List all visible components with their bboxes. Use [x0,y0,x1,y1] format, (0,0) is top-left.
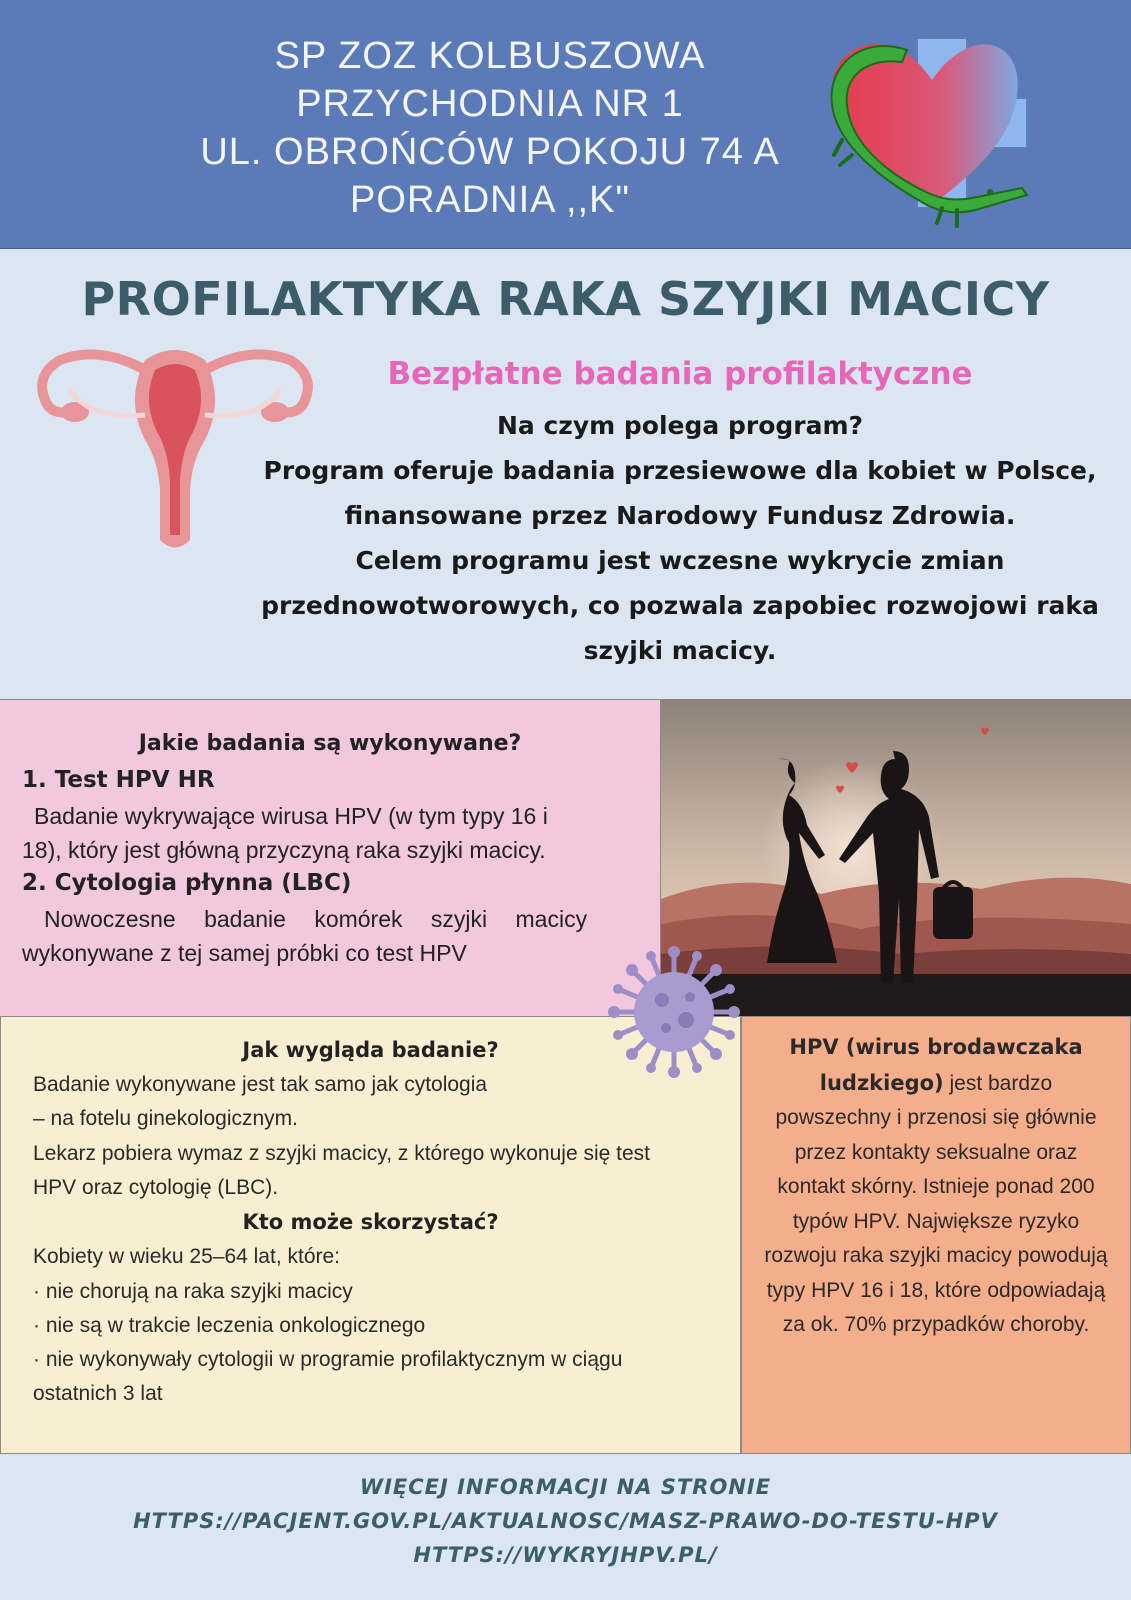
clinic-address: UL. OBROŃCÓW POKOJU 74 A [200,131,780,173]
procedure-heading: Jak wygląda badanie? [242,1038,499,1062]
test-hpv-title: 1. Test HPV HR [22,767,215,793]
procedure-line: HPV oraz cytologię (LBC). [33,1176,279,1199]
hpv-info-text [760,1030,1112,1343]
clinic-name: SP ZOZ KOLBUSZOWA [274,35,706,77]
test-hpv-desc: 18), który jest główną przyczyną raka szyjki macicy. [22,837,546,863]
hpv-info-body: jest bardzo powszechny i przenosi się głównie przez kontakty seksualne oraz kontakt skórny. Istnieje ponad 200 typów HPV. Największe ryzyko rozwoju raka szyjki macicy powodują typy HPV 16 i 18, które odpowiadają za ok. 70% przypadków choroby. [764,1071,1108,1336]
eligibility-line: Kobiety w wieku 25–64 lat, które: [33,1245,341,1268]
footer-link-wykryjhpv[interactable]: HTTPS://WYKRYJHPV.PL/ [413,1543,718,1567]
intro-question: Na czym polega program? [496,411,864,440]
intro-line: szyjki macicy. [583,636,777,665]
test-hpv-desc: Badanie wykrywające wirusa HPV (w tym typy 16 i [34,803,548,829]
intro-line: Celem programu jest wczesne wykrycie zmian [355,546,1005,575]
intro-line: finansowane przez Narodowy Fundusz Zdrowia. [344,501,1016,530]
footer-link-pacjent[interactable]: HTTPS://PACJENT.GOV.PL/AKTUALNOSC/MASZ-PRAWO-DO-TESTU-HPV [133,1509,998,1533]
test-lbc-desc: Nowoczesne badanie komórek szyjki macicy [44,906,588,932]
intro-line: przednowotworowych, co pozwala zapobiec rozwojowi raka [261,591,1099,620]
footer-info-label: WIĘCEJ INFORMACJI NA STRONIE [359,1475,772,1499]
section-subtitle: Bezpłatne badania profilaktyczne [387,356,973,392]
page-title: PROFILAKTYKA RAKA SZYJKI MACICY [81,272,1050,326]
heart-cross-crocodile-logo [822,30,1042,230]
eligibility-line: · nie wykonywały cytologii w programie profilaktycznym w ciągu [33,1348,623,1371]
hpv-info-bold: HPV (wirus brodawczaka ludzkiego) [789,1035,1083,1095]
eligibility-heading: Kto może skorzystać? [242,1210,499,1234]
intro-line: Program oferuje badania przesiewowe dla kobiet w Polsce, [263,456,1097,485]
procedure-line: Badanie wykonywane jest tak samo jak cytologia [33,1073,488,1096]
eligibility-line: · nie chorują na raka szyjki macicy [33,1280,353,1303]
eligibility-line: · nie są w trakcie leczenia onkologicznego [33,1314,426,1337]
procedure-line: Lekarz pobiera wymaz z szyjki macicy, z którego wykonuje się test [33,1142,650,1165]
clinic-department: PORADNIA ,,K" [350,179,630,221]
clinic-unit: PRZYCHODNIA NR 1 [296,83,684,125]
test-lbc-title: 2. Cytologia płynna (LBC) [22,870,352,896]
eligibility-line: ostatnich 3 lat [33,1382,163,1405]
test-lbc-desc: wykonywane z tej samej próbki co test HPV [22,940,467,966]
procedure-line: – na fotelu ginekologicznym. [33,1107,298,1130]
tests-heading: Jakie badania są wykonywane? [138,731,522,756]
virus-icon [604,942,744,1082]
